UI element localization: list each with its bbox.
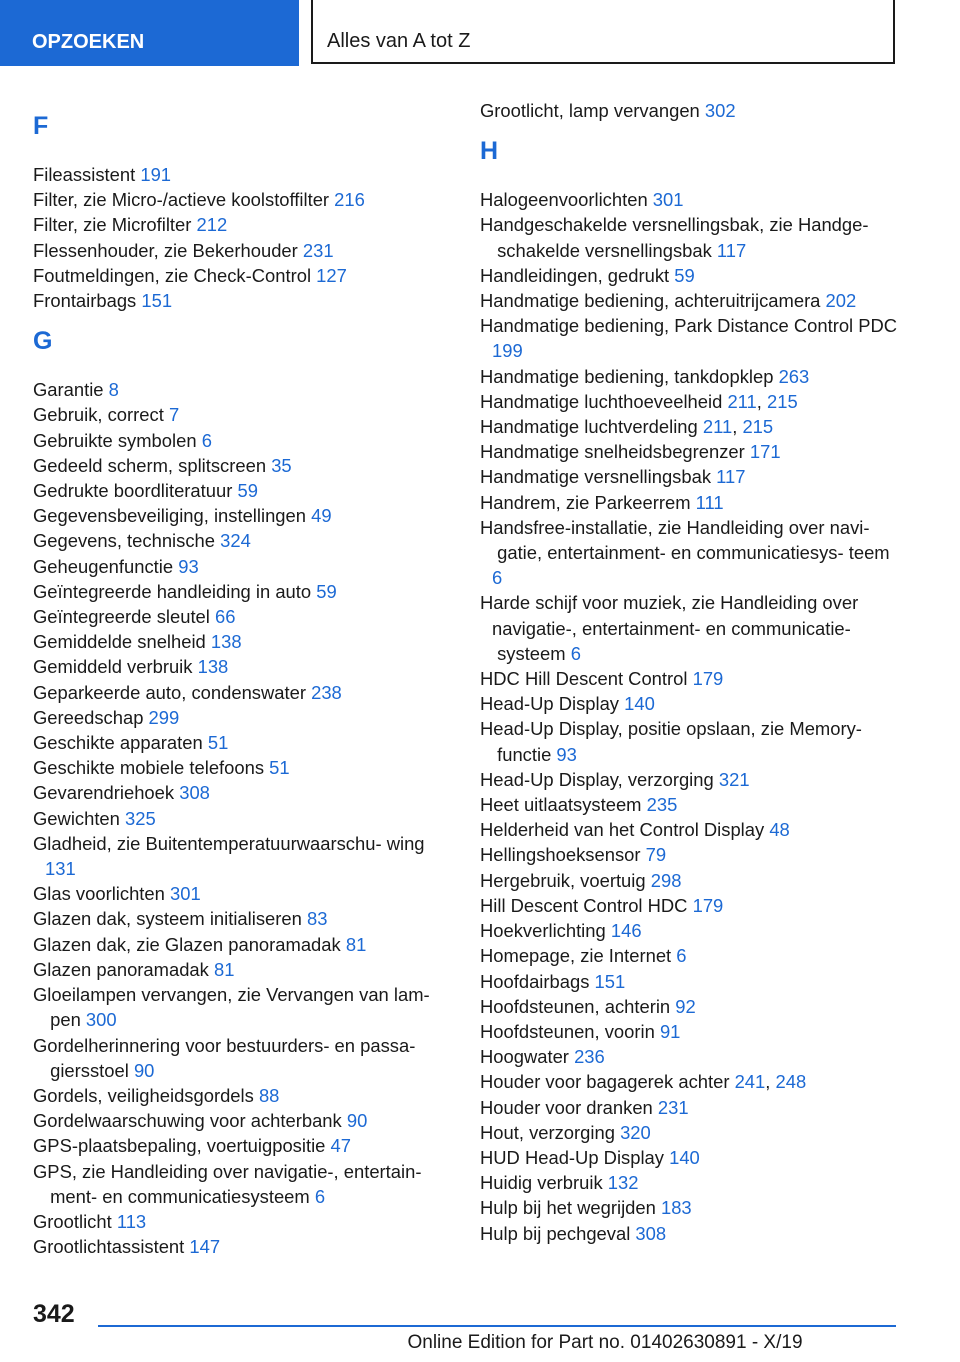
index-entry-term: Geschikte apparaten: [33, 732, 203, 754]
index-entry: [480, 1170, 900, 1195]
index-entry: [33, 579, 443, 604]
index-entry-term: Handmatige versnellingsbak: [480, 466, 712, 488]
index-entry: [480, 716, 900, 766]
page-link[interactable]: 51: [207, 732, 229, 754]
index-entry-term: HDC Hill Descent Control: [480, 668, 688, 690]
index-entry: [33, 1133, 443, 1158]
index-entry-term: Grootlichtassistent: [33, 1236, 185, 1258]
page-link[interactable]: 191: [140, 164, 172, 185]
page-link[interactable]: 325: [125, 807, 156, 829]
page-link[interactable]: 93: [178, 555, 199, 577]
page-link[interactable]: 90: [133, 1059, 155, 1081]
index-entry-term: Homepage, zie Internet: [480, 945, 672, 967]
index-entry: [33, 187, 443, 212]
page-link[interactable]: 138: [210, 631, 242, 653]
index-entry-term: Heet uitlaatsysteem: [480, 794, 642, 816]
index-entry: [33, 881, 443, 906]
index-entry-term: Frontairbags: [33, 290, 137, 312]
index-entry: [480, 263, 900, 288]
index-entry-term: Handrem, zie Parkeerrem: [480, 491, 691, 513]
index-entry-term: Gloeilampen vervangen, zie Vervangen van lam- pen: [33, 984, 430, 1031]
page-link[interactable]: 79: [645, 844, 667, 866]
page-link[interactable]: 308: [179, 782, 210, 804]
page-link[interactable]: 6: [492, 567, 503, 589]
page-link[interactable]: 81: [213, 958, 235, 980]
index-entry: [33, 806, 443, 831]
page-link[interactable]: 47: [330, 1135, 351, 1157]
index-entry-term: Hout, verzorging: [480, 1121, 615, 1143]
page-link[interactable]: 235: [646, 794, 678, 816]
index-entry: [480, 288, 900, 313]
index-entry-term: Glazen panoramadak: [33, 958, 209, 980]
page-link[interactable]: 90: [346, 1110, 368, 1132]
index-entry-term: Handmatige luchtverdeling: [480, 416, 698, 438]
index-entry: [33, 238, 443, 263]
page-link[interactable]: 147: [189, 1236, 221, 1258]
page-link[interactable]: 6: [314, 1185, 326, 1207]
index-entry: [33, 428, 443, 453]
index-entry-term: Gemiddeld verbruik: [33, 656, 193, 678]
index-entry-term: Houder voor dranken: [480, 1096, 653, 1118]
page-link[interactable]: 302: [704, 100, 736, 121]
index-entry: [480, 98, 900, 123]
page-link[interactable]: 199: [492, 340, 523, 362]
index-entry-term: Handmatige snelheidsbegrenzer: [480, 441, 745, 463]
page-link[interactable]: 151: [594, 970, 626, 992]
page-link[interactable]: 179: [692, 894, 724, 916]
page-link[interactable]: 211: [702, 416, 733, 438]
index-column-right: [480, 98, 900, 1246]
index-entry-term: Head-Up Display, positie opslaan, zie Memory- functie: [480, 718, 862, 765]
index-entry: [33, 680, 443, 705]
page-link[interactable]: 298: [650, 869, 682, 891]
index-entry-term: HUD Head-Up Display: [480, 1146, 664, 1168]
index-entry: [33, 957, 443, 982]
index-entry-term: Hulp bij het wegrijden: [480, 1197, 656, 1219]
index-entry-term: Hellingshoeksensor: [480, 844, 641, 866]
index-entry-term: Handmatige luchthoeveelheid: [480, 390, 723, 412]
index-entry-term: Handsfree-installatie, zie Handleiding over navi- gatie, entertainment- en communicatiesys- teem: [480, 516, 890, 564]
index-entry: [33, 212, 443, 237]
page-link[interactable]: 263: [778, 365, 810, 387]
page-link[interactable]: 299: [148, 706, 180, 728]
index-entry: [33, 162, 443, 187]
page-link[interactable]: 48: [769, 819, 790, 841]
page-link[interactable]: 320: [620, 1121, 651, 1143]
index-letter-heading: G: [33, 327, 53, 356]
page-link[interactable]: 92: [675, 995, 696, 1017]
page-link[interactable]: 321: [718, 768, 750, 790]
index-letter-heading: H: [480, 137, 499, 166]
page-link[interactable]: 66: [215, 606, 236, 628]
index-entry-term: Hoofdairbags: [480, 970, 590, 992]
page-link[interactable]: 127: [316, 264, 347, 286]
page-link[interactable]: 248: [775, 1071, 807, 1093]
index-entry-term: Head-Up Display, verzorging: [480, 768, 714, 790]
page-link[interactable]: 236: [574, 1046, 605, 1068]
index-entry: [480, 590, 900, 666]
index-entry-term: Geheugenfunctie: [33, 555, 174, 577]
index-entry: [33, 554, 443, 579]
page-header: [0, 0, 960, 66]
index-entry: [33, 377, 443, 402]
index-entry-term: Handleidingen, gedrukt: [480, 264, 670, 286]
page-link[interactable]: 91: [659, 1020, 681, 1042]
page-link[interactable]: 308: [635, 1222, 667, 1244]
index-entry: [33, 604, 443, 629]
index-entry: [480, 364, 900, 389]
index-entry-term: Handmatige bediening, Park Distance Control PDC: [480, 315, 898, 337]
index-entry: [33, 528, 443, 553]
page-link[interactable]: 7: [168, 404, 180, 426]
page-link[interactable]: 241: [734, 1071, 766, 1093]
page-link[interactable]: 183: [660, 1197, 692, 1219]
index-entry: [480, 893, 900, 918]
index-entry-term: Handmatige bediening, tankdopklep: [480, 365, 774, 387]
index-entry: [480, 490, 900, 515]
index-entry-term: Hoofdsteunen, voorin: [480, 1020, 655, 1042]
index-entry: [33, 1234, 443, 1259]
index-entry: [480, 767, 900, 792]
index-entry-term: GPS, zie Handleiding over navigatie-, entertain- ment- en communicatiesysteem: [33, 1160, 422, 1207]
index-entry-term: Flessenhouder, zie Bekerhouder: [33, 239, 298, 261]
page-link[interactable]: 215: [742, 416, 774, 438]
index-entry: [480, 1120, 900, 1145]
index-entry-term: Glazen dak, systeem initialiseren: [33, 908, 302, 930]
page-link[interactable]: 6: [676, 945, 687, 967]
page-link[interactable]: 211: [727, 390, 757, 412]
page-link[interactable]: 202: [825, 290, 857, 312]
page-link[interactable]: 300: [85, 1009, 117, 1031]
page-link[interactable]: 6: [570, 642, 581, 664]
page-link[interactable]: 59: [316, 580, 337, 602]
page-link[interactable]: 231: [657, 1096, 689, 1118]
index-entry-term: GPS-plaatsbepaling, voertuigpositie: [33, 1135, 326, 1157]
index-entry-term: Huidig verbruik: [480, 1172, 603, 1194]
index-entry: [480, 313, 900, 363]
index-entry: [33, 288, 443, 313]
footer-edition-text: Online Edition for Part no. 01402630891 - X/19: [407, 1332, 803, 1353]
index-entry: [33, 654, 443, 679]
index-entry: [480, 1044, 900, 1069]
index-entry: [33, 831, 443, 881]
page-link[interactable]: 140: [624, 693, 655, 715]
index-entry: [33, 982, 443, 1032]
index-entry: [480, 918, 900, 943]
footer-divider: [98, 1325, 896, 1327]
index-entry-term: Gebruikte symbolen: [33, 429, 197, 451]
index-entry-term: Hulp bij pechgeval: [480, 1222, 631, 1244]
chapter-title: Alles van A tot Z: [311, 0, 895, 64]
index-entry: [33, 755, 443, 780]
index-entry: [480, 187, 900, 212]
index-entry-term: Harde schijf voor muziek, zie Handleiding over navigatie-, entertainment- en communicatie- systeem: [480, 592, 859, 664]
index-entry: [33, 503, 443, 528]
index-entry: [480, 439, 900, 464]
index-entry-term: Gedeeld scherm, splitscreen: [33, 454, 267, 476]
index-entry-term: Garantie: [33, 379, 104, 401]
index-entry: [33, 1083, 443, 1108]
index-entry: [480, 1221, 900, 1246]
page-link[interactable]: 8: [108, 379, 119, 401]
index-entry: [480, 1019, 900, 1044]
page-link[interactable]: 131: [45, 858, 76, 880]
index-entry: [33, 780, 443, 805]
page-link[interactable]: 49: [311, 505, 332, 527]
page-link[interactable]: 216: [334, 189, 365, 211]
index-entry-term: Hoekverlichting: [480, 920, 606, 942]
index-entry-term: Gevarendriehoek: [33, 782, 175, 804]
index-entry-term: Gladheid, zie Buitentemperatuurwaarschu- wing: [33, 832, 425, 854]
page-link[interactable]: 59: [674, 264, 695, 286]
index-entry-term: Geparkeerde auto, condenswater: [33, 681, 306, 703]
index-entry-term: Gegevensbeveiliging, instellingen: [33, 505, 306, 527]
index-entry-term: Geschikte mobiele telefoons: [33, 757, 265, 779]
page-link[interactable]: 212: [196, 214, 228, 236]
index-entry: [480, 1195, 900, 1220]
index-entry: [480, 817, 900, 842]
page-link[interactable]: 81: [345, 933, 367, 955]
index-entry: [33, 402, 443, 427]
index-entry: Handmatige luchtverdeling 211, 215: [480, 416, 774, 438]
index-entry-term: Hoofdsteunen, achterin: [480, 995, 671, 1017]
index-entry: [33, 1108, 443, 1133]
index-entry: Houder voor bagagerek achter 241, 248: [480, 1071, 807, 1093]
page-link[interactable]: 88: [258, 1084, 280, 1106]
index-entry: Handmatige luchthoeveelheid 211, 215: [480, 390, 798, 412]
index-entry-term: Fileassistent: [33, 164, 136, 185]
page-link[interactable]: 113: [116, 1210, 147, 1232]
index-entry-term: Hergebruik, voertuig: [480, 869, 646, 891]
index-entry-term: Houder voor bagagerek achter: [480, 1071, 730, 1093]
page-link[interactable]: 238: [311, 681, 342, 703]
index-entry-term: Helderheid van het Control Display: [480, 819, 765, 841]
page-link[interactable]: 146: [610, 920, 642, 942]
page-link[interactable]: 132: [607, 1172, 639, 1194]
index-entry-term: Filter, zie Micro-/actieve koolstoffilter: [33, 189, 330, 211]
section-tab-opzoeken[interactable]: OPZOEKEN: [0, 0, 299, 66]
index-entry: [33, 1209, 443, 1234]
index-entry-term: Gemiddelde snelheid: [33, 631, 206, 653]
index-entry: [480, 1095, 900, 1120]
page-link[interactable]: 171: [749, 441, 781, 463]
page-link[interactable]: 151: [141, 290, 173, 312]
page-link[interactable]: 35: [271, 454, 292, 476]
index-entry: [33, 1033, 443, 1083]
index-entry: [480, 969, 900, 994]
index-entry: [33, 705, 443, 730]
index-entry: [480, 842, 900, 867]
page-link[interactable]: 215: [767, 390, 798, 412]
page-number: 342: [33, 1300, 75, 1328]
index-entry: [33, 263, 443, 288]
page-link[interactable]: 140: [669, 1146, 700, 1168]
index-entry: [480, 212, 900, 262]
index-entry-term: Glazen dak, zie Glazen panoramadak: [33, 933, 341, 955]
index-entry: [480, 464, 900, 489]
page-link[interactable]: 83: [306, 908, 328, 930]
index-entry: [33, 629, 443, 654]
page-link[interactable]: 59: [237, 480, 258, 502]
index-entry-term: Glas voorlichten: [33, 883, 165, 905]
index-entry: [480, 691, 900, 716]
index-column-left: [33, 98, 443, 1259]
page-link[interactable]: 6: [201, 429, 212, 451]
index-entry: [33, 730, 443, 755]
index-entry: [480, 868, 900, 893]
index-entry-term: Grootlicht: [33, 1210, 112, 1232]
index-entry: [33, 1159, 443, 1209]
index-entry-term: Handgeschakelde versnellingsbak, zie Handge- schakelde versnellingsbak: [480, 214, 869, 261]
index-entry-term: Handmatige bediening, achteruitrijcamera: [480, 290, 821, 312]
page-link[interactable]: 138: [197, 656, 229, 678]
index-entry-term: Head-Up Display: [480, 693, 620, 715]
index-entry-term: Gewichten: [33, 807, 120, 829]
index-entry: [480, 515, 900, 591]
index-entry: [33, 932, 443, 957]
page-link[interactable]: 324: [220, 530, 251, 552]
index-letter-heading: F: [33, 112, 49, 140]
index-entry: [480, 792, 900, 817]
index-entry-term: Gordelherinnering voor bestuurders- en passa- giersstoel: [33, 1034, 416, 1081]
index-entry: [480, 1145, 900, 1170]
index-entry: [33, 906, 443, 931]
page-link[interactable]: 117: [716, 466, 746, 488]
page-link[interactable]: 231: [302, 239, 334, 261]
index-entry-term: Gegevens, technische: [33, 530, 215, 552]
page-link[interactable]: 179: [692, 668, 724, 690]
index-entry-term: Foutmeldingen, zie Check-Control: [33, 264, 312, 286]
index-entry: [33, 453, 443, 478]
index-entry-term: Filter, zie Microfilter: [33, 214, 192, 236]
index-entry: [480, 994, 900, 1019]
page-link[interactable]: 117: [716, 239, 747, 261]
index-entry-term: Gordelwaarschuwing voor achterbank: [33, 1110, 342, 1132]
index-entry-term: Hoogwater: [480, 1046, 569, 1068]
page-link[interactable]: 51: [269, 757, 290, 779]
index-entry-term: Gereedschap: [33, 706, 144, 728]
index-entry-term: Hill Descent Control HDC: [480, 894, 688, 916]
index-entry-term: Grootlicht, lamp vervangen: [480, 100, 700, 121]
index-entry: [480, 943, 900, 968]
page-link[interactable]: 111: [695, 491, 724, 513]
page-link[interactable]: 93: [556, 743, 577, 765]
index-entry-term: Gordels, veiligheidsgordels: [33, 1084, 254, 1106]
index-entry-term: Halogeenvoorlichten: [480, 189, 648, 211]
index-entry-term: Gedrukte boordliteratuur: [33, 480, 233, 502]
page-link[interactable]: 301: [652, 189, 684, 211]
index-entry-term: Gebruik, correct: [33, 404, 164, 426]
index-entry: [33, 478, 443, 503]
index-entry-term: Geïntegreerde sleutel: [33, 606, 210, 628]
index-entry-term: Geïntegreerde handleiding in auto: [33, 580, 312, 602]
page-link[interactable]: 301: [170, 883, 201, 905]
index-entry: [480, 666, 900, 691]
